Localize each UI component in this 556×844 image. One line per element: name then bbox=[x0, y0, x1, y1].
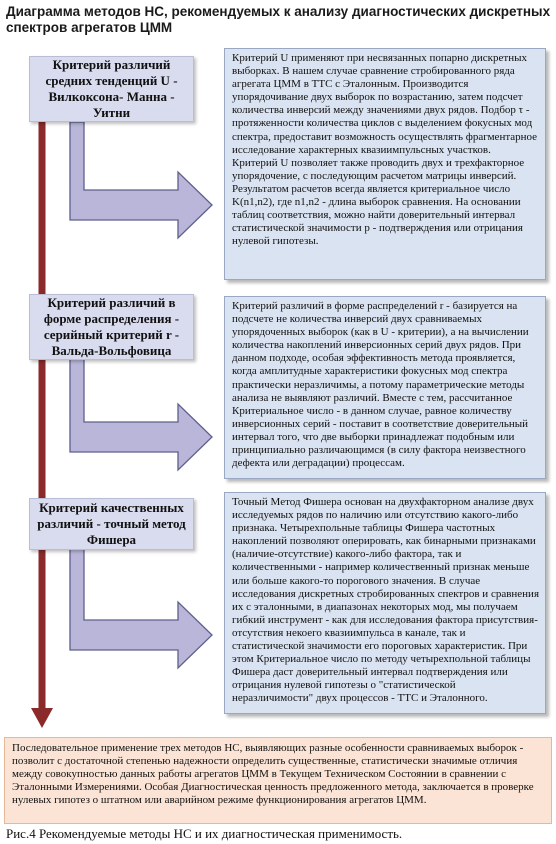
description-box-2 bbox=[224, 296, 546, 479]
summary-box bbox=[4, 737, 552, 824]
criterion-box-1 bbox=[29, 56, 194, 122]
description-3-para-1: Точный Метод Фишера основан на двухфакторном анализе двух исследуемых рядов по наличию или отсутствию какого-либо признака. Четырехпольные таблицы Фишера частотных накоплений позволяют оперировать, как бинарными признаками (наличие-отсутствие) какого-либо фактора, так и количественными - например количественный признак меньше или больше какого-то порогового значения. В случае исследования дискретных стробированных спектров и сравнения их с эталонными, в диапазонах некоторых мод, мы получаем гибкий инструмент - как для исследования фактора присутствия-отсутствия некоего квазиимпульса в канале, так и статистической значимости его пороговых характеристик. При этом Критериальное число по методу четырехпольной таблицы Фишера даст доверительный интервал подтверждения или отрицания нулевой гипотезы о "статистической неразличимости" двух процессов - ТТС и Эталонного. bbox=[232, 496, 540, 705]
description-2-para-1: Критерий различий в форме распределений r - базируется на подсчете не количества инверсий двух сравниваемых упорядоченных выборок (как в U - критерии), а на вычислении количества накоплений инверсионных серий двух рядов. При данном подходе, особая эффективность метода проявляется, когда амплитудные характеристики фокусных мод спектра практически неразличимы, а потому параметрические методы анализа не выявляют различий. Вместе с тем, рассчитанное Критериальное число - в данном случае, равное количеству инверсионных серий - поставит в соответствие доверительный интервал того, что две выборки принадлежат подобным или принципиально различающимся (в силу фактора неизвестного дефекта или деградации) процессам. bbox=[232, 300, 529, 470]
connector-arrow-1 bbox=[70, 122, 212, 238]
criterion-3-name: Критерий качественных различий - точный метод Фишера bbox=[37, 500, 186, 547]
summary-text: Последовательное применение трех методов НС, выявляющих разные особенности сравниваемых выборок - позволит с достаточной степенью надежности определить существенные, статистически значимые отличия между совокупностью данных работы агрегатов ЦММ в Текущем Техническом Состоянии в сравнении с Эталонными Измерениями. Особая Диагностическая ценность предложенного метода, заключается в проверке нулевых гипотез о штатном или аварийном режиме функционирования агрегатов ЦММ. bbox=[12, 742, 534, 806]
description-1-para-1: Критерий U применяют при несвязанных попарно дискретных выборках. В нашем случае сравнение стробированного ряда агрегата ЦММ в ТТС с Эталонным. Производится упорядочивание двух выборок по возрастанию, затем подсчет количества инверсий между значениями двух рядов. Подбор τ - протяженности количества циклов с выделением фокусных мод спектра, предоставит возможность осуществлять фрагментарное исследование характерных квазиимпульсных участков. Критерий U позволяет также проводить двух и трехфакторное упорядочение, с последующим расчетом матрицы инверсий. bbox=[232, 52, 538, 182]
spine-arrowhead bbox=[31, 708, 53, 728]
description-box-1 bbox=[224, 48, 546, 280]
connector-arrow-3 bbox=[70, 548, 212, 668]
criterion-2-name: Критерий различий в форме распределения - серийный критерий r - Вальда-Вольфовица bbox=[43, 295, 180, 358]
description-1-para-2: Результатом расчетов всегда является критериальное число K(n1,n2), где n1,n2 - длина выборок сравнения. На основании таблиц соответствия, можно найти доверительный интервал статистической значимости p - подтверждения или отрицания нулевой гипотезы. bbox=[232, 182, 523, 248]
description-box-3 bbox=[224, 492, 546, 714]
criterion-1-name: Критерий различий средних тенденций U - Вилкоксона- Манна - Уитни bbox=[45, 57, 178, 120]
figure-caption: Рис.4 Рекомендуемые методы НС и их диагностическая применимость. bbox=[6, 826, 403, 841]
criterion-box-3 bbox=[29, 498, 194, 550]
connector-arrow-2 bbox=[70, 350, 212, 470]
criterion-box-2 bbox=[29, 294, 194, 360]
diagram-title: Диаграмма методов НС, рекомендуемых к анализу диагностических дискретных спектров агрегатов ЦММ bbox=[6, 4, 551, 35]
